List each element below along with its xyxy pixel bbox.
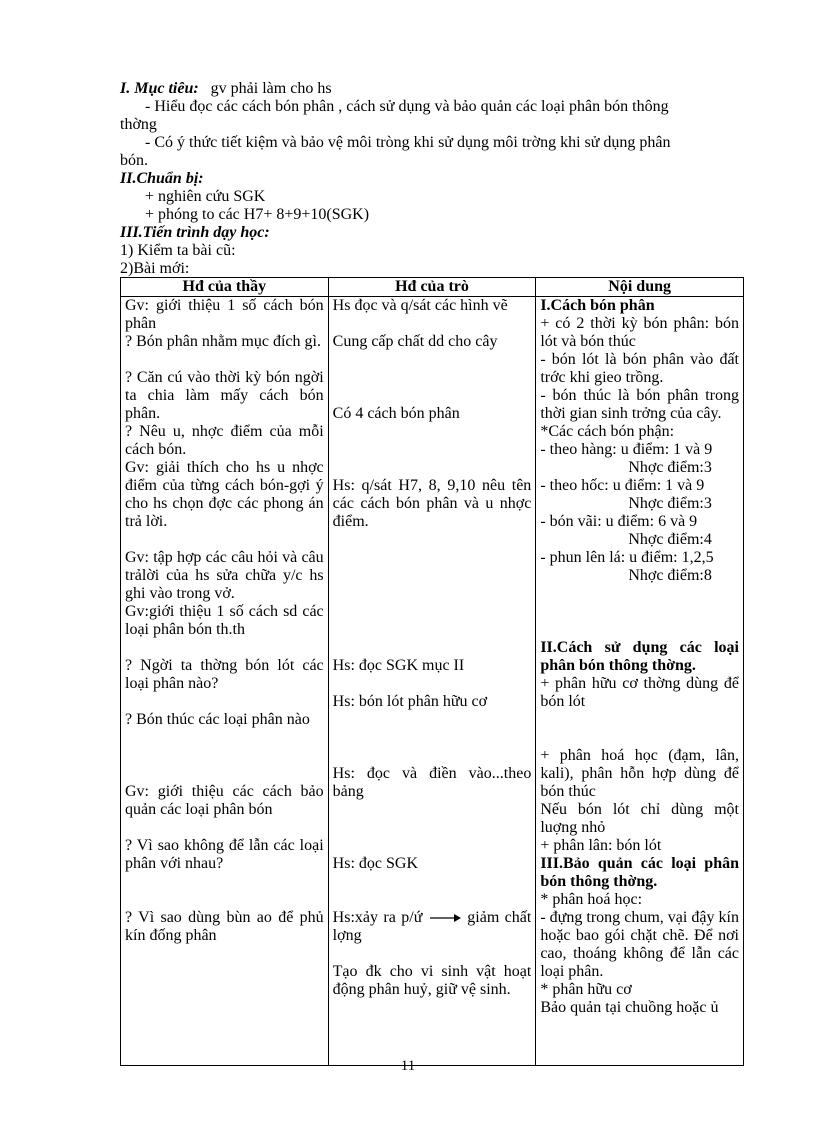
table-header-row	[121, 278, 744, 297]
section-heading: I.Cách bón phân	[540, 297, 655, 314]
header-student: Hđ của trò	[328, 278, 536, 297]
teacher-column	[121, 297, 329, 1066]
content-item: - đựng trong chum, vại đậy kín hoặc bao gói chặt chẽ. Để nơi cao, thoáng không để lẫn các loại phân.	[540, 909, 739, 980]
content-item: - theo hốc: u điểm: 1 và 9	[540, 477, 705, 494]
teacher-item: Gv:giới thiệu 1 số cách sd các loại phân bón th.th	[125, 603, 324, 638]
section-heading: III.Bảo quản các loại phân bón thông thờng.	[540, 855, 739, 890]
objective-1: - Hiểu đọc các cách bón phân , cách sử dụng và bảo quản các loại phân bón thông	[145, 98, 669, 115]
objective-2: - Có ý thức tiết kiệm và bảo vệ môi tròng khi sử dụng môi trờng khi sử dụng phân	[145, 134, 671, 151]
content-item: - bón lót là bón phân vào đất trớc khi gieo trồng.	[540, 351, 739, 386]
teacher-item: ? Vì sao không để lẫn các loại phân với nhau?	[125, 837, 324, 872]
student-item: Hs: đọc SGK mục II	[332, 657, 465, 674]
content-item: - phun lên lá: u điểm: 1,2,5	[540, 549, 714, 566]
content-item: Nhợc điểm:4	[628, 531, 712, 548]
section-heading: II.Cách sử dụng các loại phân bón thông thờng.	[540, 639, 739, 674]
teacher-item: ? Ngời ta thờng bón lót các loại phân nào?	[125, 657, 324, 692]
student-item: Có 4 cách bón phân	[332, 405, 460, 422]
content-item: + có 2 thời kỳ bón phân: bón lót và bón thúc	[540, 315, 739, 350]
content-item: - bón vãi: u điểm: 6 và 9	[540, 513, 698, 530]
header-teacher: Hđ của thầy	[121, 278, 329, 297]
lesson-table	[120, 277, 744, 1066]
content-item: * phân hữu cơ	[540, 981, 632, 998]
teacher-item: ? Bón thúc các loại phân nào	[125, 711, 310, 728]
content-item: Nếu bón lót chỉ dùng một luợng nhỏ	[540, 801, 739, 836]
preparation-heading: II.Chuẩn bị:	[120, 170, 204, 187]
content-item: Bảo quản tại chuồng hoặc ủ	[540, 999, 719, 1016]
objectives-line	[120, 80, 332, 98]
objective-2-cont: bón.	[120, 152, 148, 169]
procedure-heading: III.Tiến trình dạy học:	[120, 224, 270, 241]
page-number: 11	[400, 1058, 416, 1074]
teacher-item: ? Nêu u, nhợc điểm của mỗi cách bón.	[125, 423, 324, 458]
content-item: Nhợc điểm:3	[628, 459, 712, 476]
teacher-item: Gv: giải thích cho hs u nhợc điểm của từng cách bón-gợi ý cho hs chọn đợc các phong án trả lời.	[125, 459, 324, 530]
preparation-item-2: + phóng to các H7+ 8+9+10(SGK)	[145, 206, 370, 223]
arrow-right-icon	[428, 913, 462, 923]
content-column	[536, 297, 744, 1066]
content-item: - theo hàng: u điểm: 1 và 9	[540, 441, 713, 458]
objectives-intro: gv phải làm cho hs	[210, 80, 332, 97]
content-item: + phân hữu cơ thờng dùng để bón lót	[540, 675, 739, 710]
preparation-item-1: + nghiên cứu SGK	[145, 188, 266, 205]
student-item: Hs: bón lót phân hữu cơ	[332, 693, 488, 710]
student-item: Hs đọc và q/sát các hình vẽ	[332, 297, 508, 314]
teacher-item: Gv: giới thiệu 1 số cách bón phân	[125, 297, 324, 332]
objective-1-cont: thờng	[120, 116, 157, 133]
content-item: Nhợc điểm:8	[628, 567, 712, 584]
table-body-row	[121, 297, 744, 1066]
student-column	[328, 297, 536, 1066]
student-item: Hs: đọc và điền vào...theo bảng	[332, 765, 532, 800]
objectives-heading: I. Mục tiêu:	[120, 80, 199, 97]
procedure-step-2: 2)Bài mới:	[120, 260, 190, 277]
student-reaction-result: giảm chất lợng	[332, 909, 532, 944]
content-item: *Các cách bón phận:	[540, 423, 675, 440]
procedure-step-1: 1) Kiểm ta bài cũ:	[120, 242, 236, 259]
header-content: Nội dung	[536, 278, 744, 297]
teacher-item: Gv: giới thiệu các cách bảo quản các loại phân bón	[125, 783, 324, 818]
teacher-item: ? Bón phân nhằm mục đích gì.	[125, 333, 321, 350]
teacher-item: ? Vì sao dùng bùn ao để phủ kín đống phân	[125, 909, 324, 944]
content-item: + phân lân: bón lót	[540, 837, 662, 854]
content-item: - bón thúc là bón phân trong thời gian sinh trởng của cây.	[540, 387, 739, 422]
student-item: Hs: q/sát H7, 8, 9,10 nêu tên các cách bón phân và u nhợc điểm.	[332, 477, 532, 530]
student-reaction	[333, 909, 532, 945]
student-item: Hs: đọc SGK	[332, 855, 418, 872]
content-item: + phân hoá học (đạm, lân, kali), phân hỗn hợp dùng để bón thúc	[540, 747, 739, 800]
teacher-item: ? Căn cú vào thời kỳ bón ngời ta chia làm mấy cách bón phân.	[125, 369, 324, 422]
student-item: Cung cấp chất dd cho cây	[332, 333, 498, 350]
student-item: Tạo đk cho vi sinh vật hoạt động phân huỷ, giữ vệ sinh.	[332, 963, 532, 998]
student-reaction-text: Hs:xảy ra p/ứ	[332, 909, 423, 926]
teacher-item: Gv: tập hợp các câu hỏi và câu trảlời của hs sửa chữa y/c hs ghi vào trong vở.	[125, 549, 324, 602]
content-item: Nhợc điểm:3	[628, 495, 712, 512]
content-item: * phân hoá học:	[540, 891, 643, 908]
